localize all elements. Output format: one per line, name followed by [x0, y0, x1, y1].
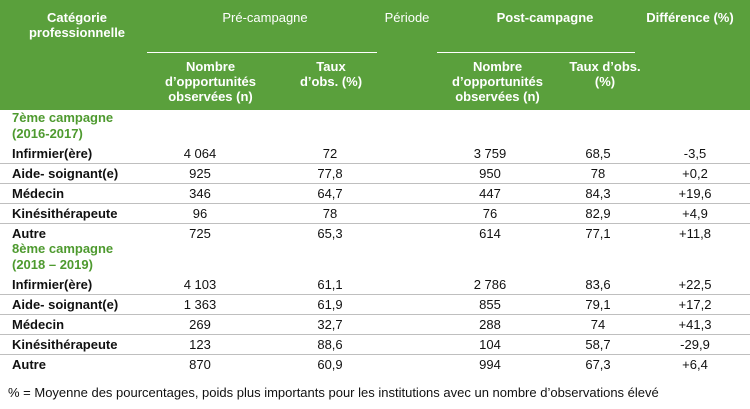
row-category: Infirmier(ère): [12, 277, 93, 292]
cell-post-count: 104: [479, 337, 501, 352]
table-row: [0, 184, 750, 204]
table-header: [0, 0, 750, 110]
table-row: [0, 335, 750, 355]
cell-pre-count: 269: [189, 317, 211, 332]
cell-difference: +19,6: [678, 186, 712, 201]
cell-pre-rate: 60,9: [317, 357, 343, 372]
cell-pre-count: 4 064: [183, 146, 217, 161]
table-row: [0, 164, 750, 184]
section-title-7-line1: 7ème campagne: [12, 110, 114, 125]
footnote: % = Moyenne des pourcentages, poids plus importants pour les institutions avec un nombre d’observations élevé: [8, 385, 659, 400]
cell-post-count: 2 786: [473, 277, 507, 292]
row-category: Autre: [12, 357, 46, 372]
row-category: Aide- soignant(e): [12, 166, 119, 181]
cell-difference: -29,9: [680, 337, 710, 352]
row-category: Autre: [12, 226, 46, 241]
cell-pre-rate: 65,3: [317, 226, 343, 241]
cell-pre-count: 1 363: [183, 297, 217, 312]
cell-post-rate: 79,1: [585, 297, 611, 312]
header-post-count: Nombre d’opportunités observées (n): [452, 59, 543, 104]
row-category: Médecin: [12, 317, 65, 332]
header-pre-campaign: Pré-campagne: [222, 10, 308, 25]
row-category: Kinésithérapeute: [12, 337, 118, 352]
cell-difference: +17,2: [678, 297, 712, 312]
section-title-8-line2: (2018 – 2019): [12, 257, 93, 272]
section-title-7: [12, 110, 113, 142]
cell-pre-rate: 64,7: [317, 186, 343, 201]
header-separator-right: [437, 52, 635, 53]
header-post-rate: Taux d’obs. (%): [569, 59, 641, 89]
cell-post-count: 950: [479, 166, 501, 181]
cell-pre-count: 96: [192, 206, 208, 221]
cell-difference: +22,5: [678, 277, 712, 292]
table-row: [0, 315, 750, 335]
cell-post-rate: 74: [590, 317, 606, 332]
cell-pre-rate: 77,8: [317, 166, 343, 181]
row-category: Infirmier(ère): [12, 146, 93, 161]
header-pre-count: Nombre d’opportunités observées (n): [165, 59, 256, 104]
cell-post-rate: 77,1: [585, 226, 611, 241]
cell-post-count: 994: [479, 357, 501, 372]
header-category: Catégorie professionnelle: [28, 10, 126, 40]
table-row: [0, 204, 750, 224]
cell-pre-rate: 88,6: [317, 337, 343, 352]
cell-pre-count: 870: [189, 357, 211, 372]
cell-post-rate: 82,9: [585, 206, 611, 221]
cell-pre-rate: 61,1: [317, 277, 343, 292]
cell-post-rate: 84,3: [585, 186, 611, 201]
cell-post-rate: 67,3: [585, 357, 611, 372]
table-row: [0, 355, 750, 374]
cell-post-count: 288: [479, 317, 501, 332]
row-category: Aide- soignant(e): [12, 297, 119, 312]
header-pre-rate: Taux d’obs. (%): [299, 59, 363, 89]
cell-post-rate: 68,5: [585, 146, 611, 161]
cell-pre-rate: 72: [322, 146, 338, 161]
cell-difference: +4,9: [682, 206, 708, 221]
cell-pre-count: 925: [189, 166, 211, 181]
cell-post-rate: 58,7: [585, 337, 611, 352]
cell-difference: +0,2: [682, 166, 708, 181]
row-category: Médecin: [12, 186, 65, 201]
cell-difference: +6,4: [682, 357, 708, 372]
row-category: Kinésithérapeute: [12, 206, 118, 221]
cell-pre-count: 123: [189, 337, 211, 352]
cell-difference: -3,5: [683, 146, 707, 161]
cell-pre-count: 725: [189, 226, 211, 241]
header-post-campaign: Post-campagne: [496, 10, 594, 25]
cell-post-count: 76: [482, 206, 498, 221]
cell-post-count: 3 759: [473, 146, 507, 161]
cell-post-count: 447: [479, 186, 501, 201]
section-title-8-line1: 8ème campagne: [12, 241, 114, 256]
table-row: [0, 144, 750, 164]
cell-pre-count: 346: [189, 186, 211, 201]
section-title-7-line2: (2016-2017): [12, 126, 83, 141]
cell-difference: +41,3: [678, 317, 712, 332]
cell-post-count: 614: [479, 226, 501, 241]
cell-pre-rate: 61,9: [317, 297, 343, 312]
cell-post-rate: 83,6: [585, 277, 611, 292]
header-difference: Différence (%): [646, 10, 734, 25]
section-title-8: [12, 241, 113, 273]
cell-post-rate: 78: [590, 166, 606, 181]
cell-post-count: 855: [479, 297, 501, 312]
cell-pre-rate: 78: [322, 206, 338, 221]
header-separator-left: [147, 52, 377, 53]
cell-difference: +11,8: [679, 226, 711, 241]
table-row: [0, 275, 750, 295]
header-periode: Période: [384, 10, 430, 25]
cell-pre-count: 4 103: [183, 277, 217, 292]
cell-pre-rate: 32,7: [317, 317, 343, 332]
table-row: [0, 295, 750, 315]
